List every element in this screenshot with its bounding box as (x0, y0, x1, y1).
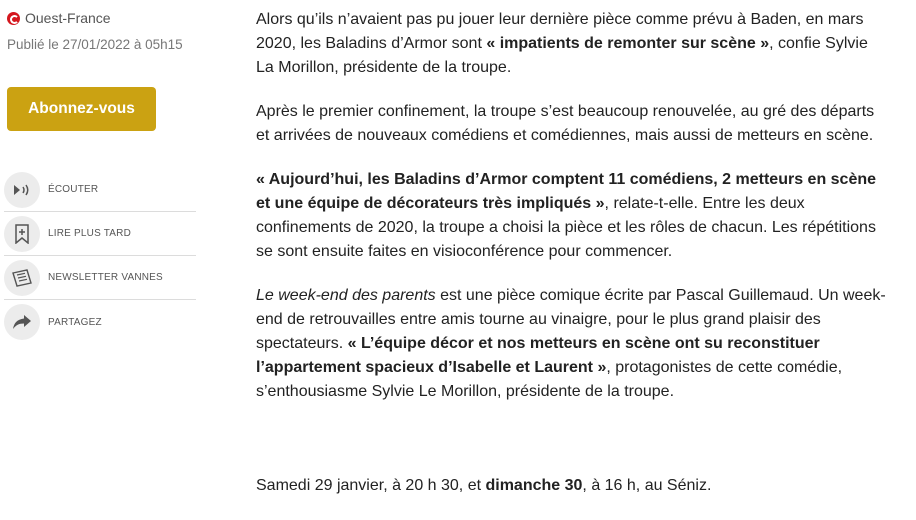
paragraph-intro (256, 8, 886, 80)
ouest-france-logo-icon (7, 12, 20, 25)
play-quote: « L’équipe décor et nos metteurs en scène ont su reconstituer l’appartement spacieux d’Isabelle et Laurent » (256, 335, 820, 376)
play-title: Le week-end des parents (256, 287, 436, 304)
play-text: est une pièce comique écrite par Pascal Guillemaud. Un week-end de retrouvailles entre amis tourne au vinaigre, pour le plus grand plaisir des spectateurs. (256, 287, 886, 352)
listen-label: ÉCOUTER (48, 184, 99, 195)
share-action[interactable] (4, 300, 196, 344)
intro-quote: « impatients de remonter sur scène » (486, 35, 770, 52)
publish-date: Publié le 27/01/2022 à 05h15 (7, 37, 183, 52)
members-quote: « Aujourd’hui, les Baladins d’Armor comptent 11 comédiens, 2 metteurs en scène et une équipe de décorateurs très impliqués » (256, 171, 877, 212)
newsletter-action[interactable] (4, 256, 196, 300)
intro-text: Alors qu’ils n’avaient pas pu jouer leur dernière pièce comme prévu à Baden, en mars 2020, les Baladins d’Armor sont (256, 11, 864, 52)
schedule-text: Samedi 29 janvier, à 20 h 30, et (256, 477, 486, 494)
article-actions (4, 168, 196, 344)
paragraph-members (256, 168, 886, 264)
paragraph-troupe: Après le premier confinement, la troupe s’est beaucoup renouvelée, au gré des départs et arrivées de nouveaux comédiens et comédiennes, mais aussi de metteurs en scène. (256, 103, 875, 144)
share-icon (4, 304, 40, 340)
audio-icon (4, 172, 40, 208)
schedule-bold: dimanche 30 (485, 477, 583, 494)
bookmark-icon (4, 216, 40, 252)
share-label: PARTAGEZ (48, 316, 102, 328)
intro-text-end: , confie Sylvie La Morillon, présidente de la troupe. (256, 35, 868, 76)
read-later-action[interactable] (4, 212, 196, 256)
members-text: , relate-t-elle. Entre les deux confinements de 2020, la troupe a choisi la pièce et les rôles de chacun. Les répétitions se sont ensuite faites en visioconférence pour commencer. (256, 195, 876, 260)
paragraph-play (256, 284, 886, 404)
listen-action[interactable] (4, 168, 196, 212)
schedule-text-end: , à 16 h, au Séniz. (582, 477, 712, 494)
source-name: Ouest-France (25, 10, 111, 26)
newsletter-icon (4, 260, 40, 296)
read-later-label: LIRE PLUS TARD (48, 228, 132, 239)
newsletter-label: NEWSLETTER VANNES (48, 272, 163, 283)
article-body (256, 8, 886, 494)
play-text-end: , protagonistes de cette comédie, s’enthousiasme Sylvie Le Morillon, présidente de la troupe. (256, 359, 843, 400)
paragraph-schedule (256, 474, 886, 498)
source[interactable] (7, 10, 111, 26)
subscribe-button[interactable]: Abonnez-vous (7, 87, 156, 131)
